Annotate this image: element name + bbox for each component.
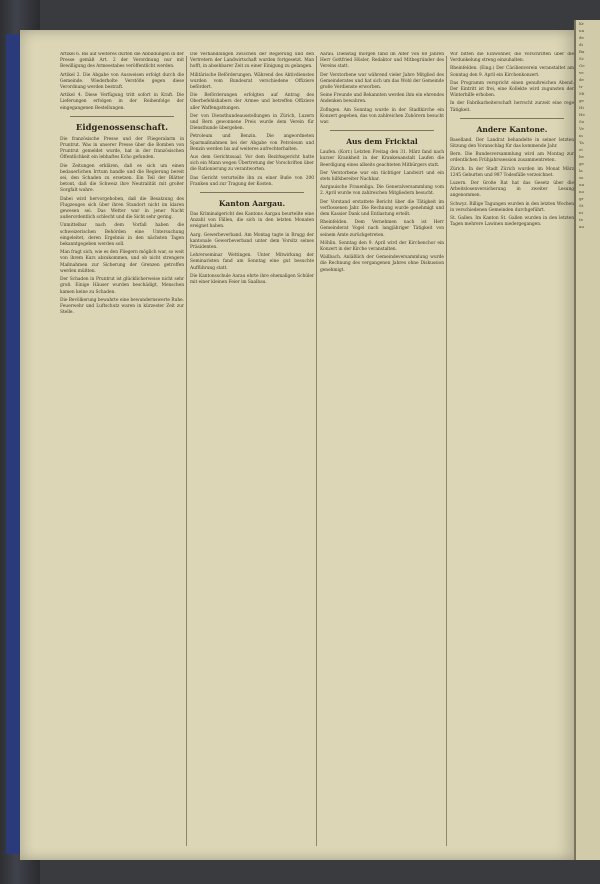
adjacent-page-text-fragment: de — [579, 77, 584, 82]
article-paragraph: Aargauische Frauenliga. Die Generalversammlung vom 2. April wurde von zahlreichen Mitgliedern besucht. — [320, 185, 444, 197]
column-4 — [450, 52, 574, 852]
section-heading-kanton-aargau: Kanton Aargau. — [218, 199, 286, 209]
adjacent-page-text-fragment: Ve — [579, 126, 584, 131]
newspaper-columns — [60, 52, 576, 852]
column-rule — [186, 56, 187, 846]
adjacent-page-text-fragment: ni — [579, 210, 583, 215]
section-divider — [70, 116, 174, 117]
article-paragraph: Seine Freunde und Bekannten werden ihm ein ehrendes Andenken bewahren. — [320, 93, 444, 105]
section-divider — [330, 130, 434, 131]
article-paragraph: Die Bevölkerung bewahrte eine bewundernswerte Ruhe. Feuerwehr und Luftschutz waren in kürzester Zeit zur Stelle. — [60, 297, 184, 316]
article-paragraph: Petroleum und Benzin. Die angeordneten Sparmaßnahmen bei der Abgabe von Petroleum und Benzin werden bis auf weiteres aufrechterhalten. — [190, 134, 314, 152]
article-paragraph: Dabei wird hervorgehoben, daß die Besatzung des Flugzeuges sich über ihren Standort nicht im klaren gewesen sei. Das Wetter war in jener Nacht außerordentlich schlecht und die Sicht sehr gering. — [60, 196, 184, 221]
section-divider — [460, 118, 564, 119]
adjacent-page-text-fragment: in — [579, 133, 583, 138]
article-paragraph: Militärische Beförderungen. Während des Aktivdienstes wurden vom Bundesrat verschiedene Offiziere befördert. — [190, 72, 314, 91]
article-paragraph: Wallbach. Anläßlich der Gemeindeversammlung wurde die Rechnung des vergangenen Jahres ohne Diskussion genehmigt. — [320, 255, 444, 273]
article-paragraph: Die Verhandlungen zwischen der Regierung und den Vertretern der Landwirtschaft wurden fortgesetzt. Man hofft, in absehbarer Zeit zu einer Einigung zu gelangen. — [190, 52, 314, 70]
article-paragraph: Aus dem Gerichtssaal. Vor dem Bezirksgericht hatte sich ein Mann wegen Übertretung der Vorschriften über die Rationierung zu verantworten. — [190, 155, 314, 173]
article-paragraph: Die französische Presse und der Fliegeralarm in Pruntrut. Was in unserer Presse über die Bomben von Pruntrut gemeldet wurde, hat in der französischen Öffentlichkeit ein lebhaftes Echo gefunden. — [60, 136, 184, 161]
article-paragraph: Aarau. Dienstag morgen fand im Alter von 68 Jahren Herr Gottfried Hüsler, Redaktor und Mitbegründer des Vereins statt. — [320, 52, 444, 70]
adjacent-page-text-fragment: la — [579, 168, 583, 173]
article-paragraph: Artikel 6. Bis auf weiteres dürfen die Abbildungen in der Presse gemäß Art. 2 der Verordnung nur mit Bewilligung des Armeestabes veröffentlicht werden. — [60, 52, 184, 70]
article-paragraph: Schwyz. Billige Tagungen wurden in den letzten Wochen in verschiedenen Gemeinden durchgeführt. — [450, 201, 574, 213]
article-paragraph: Der Verstorbene war während vieler Jahre Mitglied des Gemeinderates und hat sich um das Wohl der Gemeinde große Verdienste erworben. — [320, 72, 444, 91]
article-paragraph: Zofingen. Am Sonntag wurde in der Stadtkirche ein Konzert gegeben, das von zahlreichen Zuhörern besucht war. — [320, 107, 444, 126]
adjacent-page-text-fragment: te — [579, 217, 583, 222]
article-paragraph: Bern. Die Bundesversammlung wird am Montag zur ordentlichen Frühjahrssession zusammentreten. — [450, 152, 574, 164]
article-paragraph: Der Schaden in Pruntrut ist glücklicherweise nicht sehr groß. Einige Häuser wurden beschädigt, Menschen kamen keine zu Schaden. — [60, 277, 184, 295]
article-paragraph: Rheinfelden. Dem Vernehmen nach ist Herr Gemeinderat Vogel nach langjähriger Tätigkeit von seinem Amte zurückgetreten. — [320, 220, 444, 238]
adjacent-page-text-fragment: ge — [579, 98, 584, 103]
adjacent-page-text-fragment: un — [579, 28, 585, 33]
column-3 — [320, 52, 444, 852]
adjacent-page-text-fragment: ve — [579, 70, 584, 75]
article-paragraph: Aarg. Gewerbeverband. Am Montag tagte in Brugg der kantonale Gewerbeverband unter dem Vorsitz seines Präsidenten. — [190, 232, 314, 251]
adjacent-page-text-fragment: Ba — [579, 49, 585, 54]
section-divider — [200, 192, 304, 193]
article-paragraph: Unmittelbar nach dem Vorfall haben die schweizerischen Behörden eine Untersuchung eingeleitet, deren Ergebnis in den nächsten Tagen bekanntgegeben werden soll. — [60, 223, 184, 248]
article-paragraph: Lehrerseminar Wettingen. Unter Mitwirkung der Seminaristen fand am Sonntag eine gut besuchte Aufführung statt. — [190, 253, 314, 271]
adjacent-page-text-fragment: un — [579, 182, 585, 187]
adjacent-page-text-fragment: Mi — [579, 91, 585, 96]
article-paragraph: Das Kriminalgericht des Kantons Aargau beurteilte eine Anzahl von Fällen, die sich in den letzten Monaten ereignet haben. — [190, 212, 314, 230]
article-paragraph: Baselland. Der Landrat behandelte in seiner letzten Sitzung den Voranschlag für das kommende Jahr. — [450, 137, 574, 150]
adjacent-page-text-fragment: gr — [579, 196, 584, 201]
article-paragraph: Das Gericht verurteilte ihn zu einer Buße von 200 Franken und zur Tragung der Kosten. — [190, 175, 314, 187]
article-paragraph: Die Zeitungen erklären, daß es sich um einen bedauerlichen Irrtum handle und die Regierung bereit sei, den Schaden zu ersetzen. Ein Teil der Blätter betont, daß die Schweiz ihre Neutralität mit großer Sorgfalt wahre. — [60, 163, 184, 194]
adjacent-page-text-fragment: de — [579, 35, 584, 40]
adjacent-page-text-fragment: Ta — [579, 140, 584, 145]
article-paragraph: Artikel 4. Diese Verfügung tritt sofort in Kraft. Die Lieferungen erfolgen in der Reihenfolge der eingegangenen Bestellungen. — [60, 93, 184, 111]
article-paragraph: Luzern. Der Große Rat hat das Gesetz über die Arbeitslosenversicherung in zweiter Lesung angenommen. — [450, 181, 574, 199]
adjacent-page-text-fragment: ei — [579, 147, 583, 152]
adjacent-page-text-fragment: St — [579, 203, 584, 208]
article-paragraph: Möhlin. Sonntag den 9. April wird der Kirchenchor ein Konzert in der Kirche veranstalten. — [320, 240, 444, 253]
blue-page-edge — [6, 34, 20, 854]
column-1 — [60, 52, 184, 852]
article-paragraph: In der Fabrikarbeiterschaft herrscht zurzeit eine rege Tätigkeit. — [450, 101, 574, 113]
adjacent-page-text-fragment: Hi — [579, 105, 584, 110]
column-rule — [446, 56, 447, 846]
section-heading-eidgenossenschaft: Eidgenossenschaft. — [75, 122, 169, 133]
article-paragraph: Die Kantonsschule Aarau ehrte ihre ehemaligen Schüler mit einer kleinen Feier im Saalbau. — [190, 273, 314, 286]
article-paragraph: Artikel 2. Die Abgabe von Ausweisen erfolgt durch die Gemeinde. Wiederholte Verstöße gegen diese Verordnung werden bestraft. — [60, 72, 184, 91]
adjacent-page-text-fragment: He — [579, 112, 585, 117]
adjacent-page-text-fragment: no — [579, 189, 584, 194]
article-paragraph: Man fragt sich, wie es den Fliegern möglich war, so weit von ihrem Kurs abzukommen, und ob nicht strengere Maßnahmen zur Sicherung der Grenzen getroffen werden müßten. — [60, 250, 184, 274]
adjacent-page-text-fragment: be — [579, 154, 584, 159]
adjacent-page-text-fragment: tr — [579, 84, 583, 89]
section-heading-andere-kantone: Andere Kantone. — [476, 124, 548, 134]
section-heading-aus-dem-fricktal: Aus dem Fricktal — [346, 137, 418, 147]
article-paragraph: Das Programm verspricht einen genußreichen Abend. Der Eintritt ist frei, eine Kollekte wird zugunsten der Winterhilfe erhoben. — [450, 80, 574, 99]
column-rule — [316, 56, 317, 846]
adjacent-page-text-fragment: Ge — [579, 63, 585, 68]
adjacent-page-text-fragment: Kr — [579, 21, 584, 26]
article-paragraph: St. Gallen. Im Kanton St. Gallen wurden in den letzten Tagen mehrere Lawinen niedergegangen. — [450, 216, 574, 228]
adjacent-page-text-fragment: ge — [579, 161, 584, 166]
adjacent-page-text-fragment: Sc — [579, 56, 584, 61]
article-paragraph: Der Vorstand erstattete Bericht über die Tätigkeit im verflossenen Jahr. Die Rechnung wurde genehmigt und dem Kassier Dank und Entlastung erteilt. — [320, 199, 444, 218]
article-paragraph: Der von Diensthundeausstellungen in Zürich, Luzern und Bern gewonnene Preis wurde dem Verein für Diensthunde übergeben. — [190, 113, 314, 132]
article-paragraph: Wir bitten die Einwohner, die Vorschriften über die Verdunkelung streng einzuhalten. — [450, 52, 574, 64]
article-paragraph: Laufen. (Korr.) Letzten Freitag den 31. März fand nach kurzer Krankheit in der Krankenanstalt Laufen die Beerdigung eines allseits geachteten Mitbürgers statt. — [320, 150, 444, 168]
adjacent-page-text-fragment: So — [579, 119, 585, 124]
column-2 — [190, 52, 314, 852]
article-paragraph: Der Verstorbene war ein tüchtiger Landwirt und ein stets hilfsbereiter Nachbar. — [320, 170, 444, 183]
article-paragraph: Die Beförderungen erfolgten auf Antrag des Oberbefehlshabers der Armee und betreffen Offiziere aller Waffengattungen. — [190, 93, 314, 111]
adjacent-page-text-fragment: au — [579, 224, 584, 229]
adjacent-page-text-fragment: di — [579, 42, 583, 47]
article-paragraph: Rheinfelden. (Eing.) Der Cäcilienverein veranstaltet am Sonntag den 9. April ein Kirchenkonzert. — [450, 66, 574, 78]
article-paragraph: Zürich. In der Stadt Zürich wurden im Monat März 1245 Geburten und 987 Todesfälle verzeichnet. — [450, 166, 574, 178]
adjacent-page-text-fragment: so — [579, 175, 584, 180]
adjacent-page-edge — [574, 20, 600, 860]
